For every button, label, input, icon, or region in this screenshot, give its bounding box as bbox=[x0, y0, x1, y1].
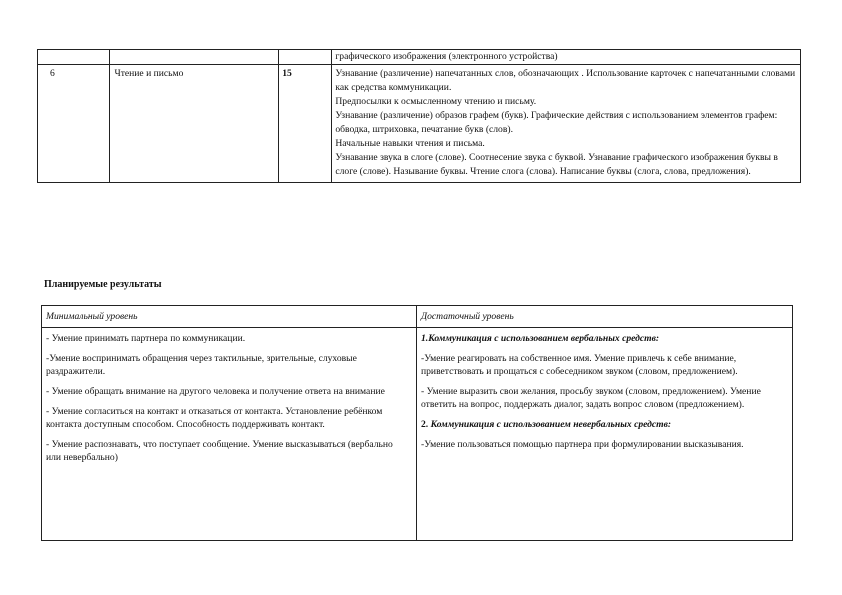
description-text: графического изображения (электронного устройства) bbox=[335, 51, 558, 62]
row-number: 6 bbox=[50, 68, 55, 79]
hours-cell bbox=[279, 50, 332, 65]
program-table bbox=[37, 49, 801, 183]
subsection-title: 1.Коммуникация с использованием вербальных средств: bbox=[421, 333, 660, 344]
hours-count: 15 bbox=[282, 68, 292, 79]
list-item: - Умение принимать партнера по коммуникации. bbox=[46, 333, 246, 344]
section-name: Чтение и письмо bbox=[114, 68, 184, 79]
table-row bbox=[38, 50, 801, 65]
hours-cell bbox=[279, 65, 332, 183]
subsection-title-text: Коммуникация с использованием невербальных средств: bbox=[430, 419, 672, 430]
section-cell bbox=[110, 50, 279, 65]
list-item: -Умение пользоваться помощью партнера при формулировании высказывания. bbox=[421, 439, 744, 450]
description-line: Узнавание (различение) напечатанных слов, обозначающих . Использование карточек с напечатанными словами как средства коммуникации. bbox=[335, 68, 796, 93]
list-item: - Умение обращать внимание на другого человека и получение ответа на внимание bbox=[46, 386, 385, 397]
list-item: -Умение воспринимать обращения через тактильные, зрительные, слуховые раздражители. bbox=[46, 353, 357, 377]
table-row bbox=[38, 65, 801, 183]
list-item: - Умение выразить свои желания, просьбу звуком (словом, предложением). Умение ответить на вопрос, поддержать диалог, задать вопрос словом (предложением). bbox=[421, 386, 761, 410]
section-cell bbox=[110, 65, 279, 183]
section-heading: Планируемые результаты bbox=[44, 279, 162, 290]
number-cell bbox=[38, 50, 110, 65]
sufficient-level-cell bbox=[417, 328, 793, 541]
description-line: Узнавание звука в слоге (слове). Соотнесение звука с буквой. Узнавание графического изображения буквы в слоге (слове). Называние буквы. Чтение слога (слова). Написание буквы (слога, слова, предложения). bbox=[335, 152, 778, 177]
table-row bbox=[42, 328, 793, 541]
subsection-number: 2. bbox=[421, 419, 429, 430]
list-item: - Умение согласиться на контакт и отказаться от контакта. Установление ребёнком контакта доступным способом. Способность поддерживать контакт. bbox=[46, 406, 383, 430]
description-cell bbox=[332, 50, 801, 65]
description-line: Предпосылки к осмысленному чтению и письму. bbox=[335, 96, 537, 107]
description-line: Узнавание (различение) образов графем (букв). Графические действия с использованием элементов графем: обводка, штриховка, печатание букв (слов). bbox=[335, 110, 778, 135]
table-header-row bbox=[42, 306, 793, 328]
number-cell bbox=[38, 65, 110, 183]
description-cell bbox=[332, 65, 801, 183]
subsection-title bbox=[421, 418, 786, 431]
minimal-level-header: Минимальный уровень bbox=[42, 306, 417, 328]
sufficient-level-header: Достаточный уровень bbox=[417, 306, 793, 328]
description-line: Начальные навыки чтения и письма. bbox=[335, 138, 485, 149]
list-item: - Умение распознавать, что поступает сообщение. Умение высказываться (вербально или невербально) bbox=[46, 439, 393, 463]
results-table bbox=[41, 305, 793, 541]
list-item: -Умение реагировать на собственное имя. Умение привлечь к себе внимание, приветствовать и прощаться с собеседником звуком (словом, предложением). bbox=[421, 353, 738, 377]
minimal-level-cell bbox=[42, 328, 417, 541]
